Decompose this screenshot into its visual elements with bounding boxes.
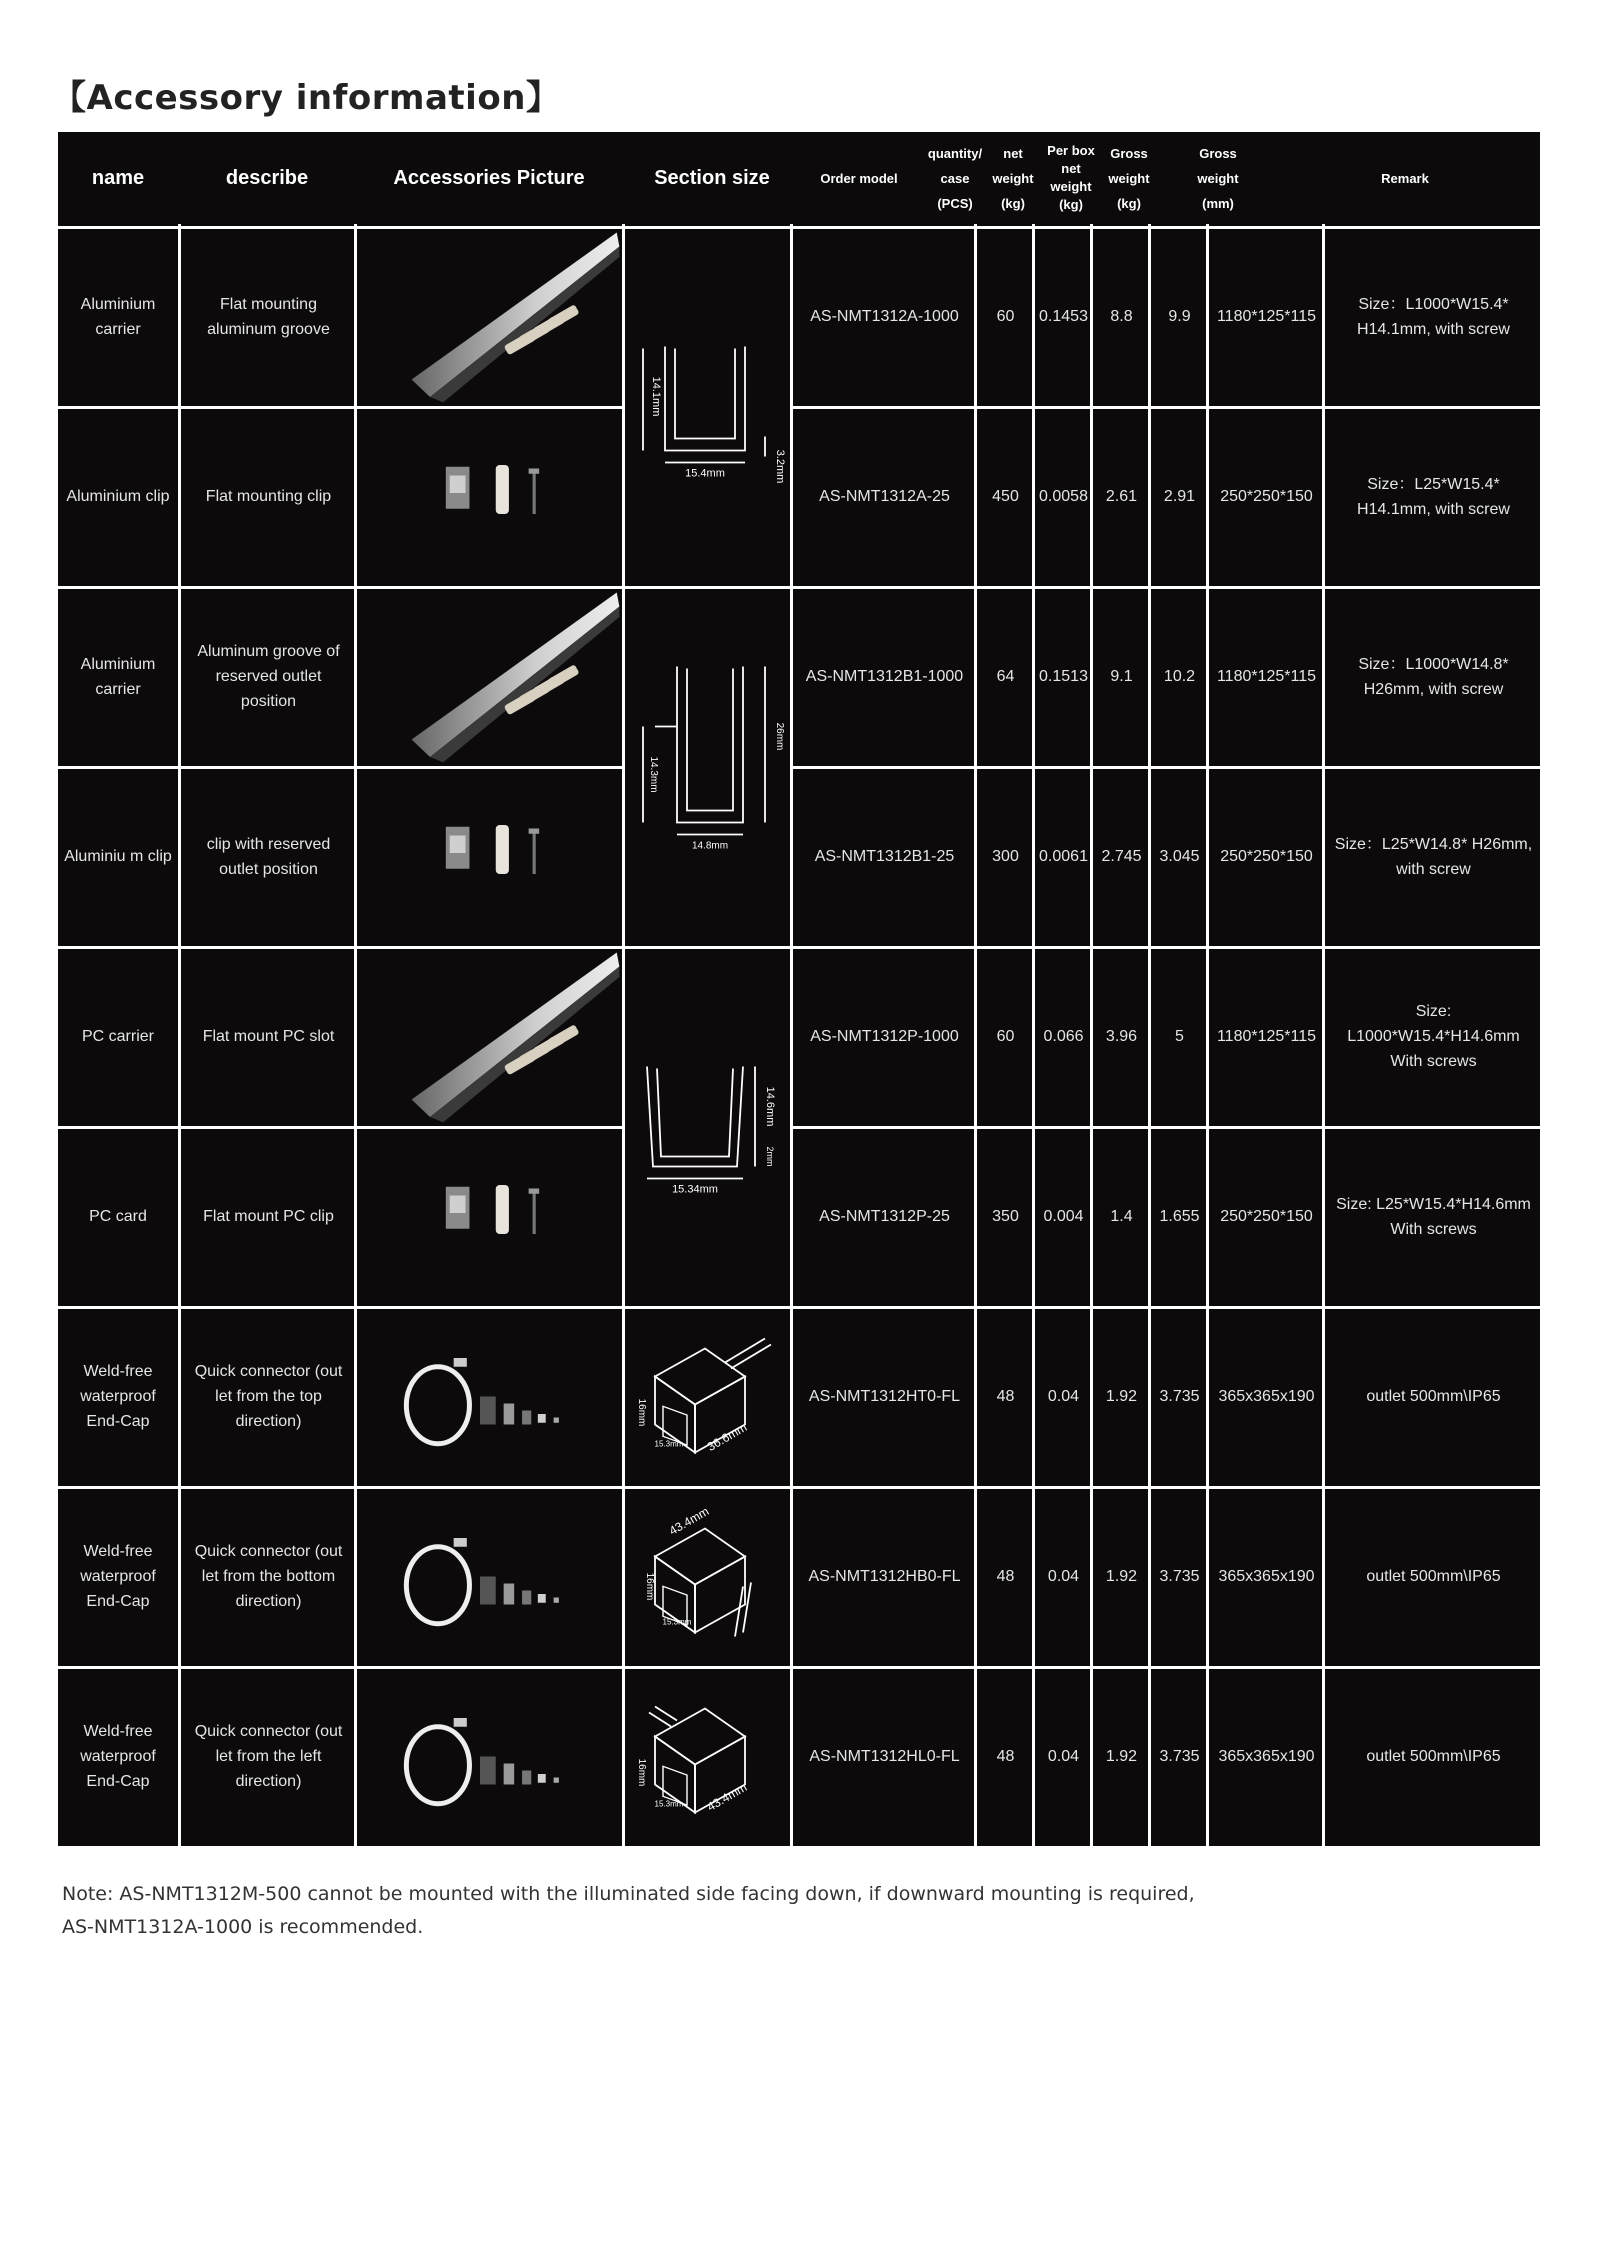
cell-name — [58, 949, 178, 1124]
section-drawing — [625, 949, 790, 1304]
dimension-label: 43.4mm — [666, 1504, 712, 1538]
cell-text: AS-NMT1312B1-1000 — [805, 668, 964, 685]
cell-text: Size：L1000*W14.8* H26mm, with screw — [1358, 655, 1509, 698]
column-divider — [1090, 224, 1093, 1846]
cell-name — [58, 409, 178, 584]
cell-text: 64 — [996, 668, 1015, 685]
cell-order — [795, 409, 974, 584]
cell-text: 1180*125*115 — [1216, 308, 1317, 325]
cell-text: 1180*125*115 — [1216, 668, 1317, 685]
cell-text: 250*250*150 — [1220, 488, 1313, 505]
column-divider — [1032, 224, 1035, 1846]
header-gross-weight: Gross weight (kg) — [1108, 145, 1150, 211]
cell-text: 365x365x190 — [1218, 1568, 1315, 1585]
cell-text: AS-NMT1312P-25 — [819, 1208, 950, 1225]
column-divider — [1322, 224, 1325, 1846]
long-profile-photo — [359, 229, 622, 404]
cell-describe — [183, 589, 354, 764]
cell-order — [795, 1309, 974, 1484]
cell-text: 3.96 — [1105, 1028, 1138, 1045]
cell-text: 0.004 — [1043, 1208, 1084, 1225]
cell-name — [58, 589, 178, 764]
cell-text: AS-NMT1312A-25 — [819, 488, 950, 505]
dimension-label: 14.1mm — [650, 376, 662, 417]
cell-size — [1211, 1129, 1322, 1304]
header-describe: describe — [225, 166, 309, 189]
cell-gross — [1153, 1489, 1206, 1664]
cell-name — [58, 229, 178, 404]
cell-order — [795, 229, 974, 404]
accessory-picture — [359, 1309, 622, 1484]
dimension-label: 15.34mm — [672, 1183, 718, 1196]
cell-text: 300 — [992, 848, 1019, 865]
cell-describe — [183, 1309, 354, 1484]
cell-text: 0.04 — [1047, 1388, 1080, 1405]
cell-text: 8.8 — [1110, 308, 1133, 325]
dimension-label: 16mm — [636, 1398, 647, 1427]
column-divider — [790, 224, 793, 1846]
cell-text: Aluminum groove of reserved outlet position — [197, 643, 340, 710]
cell-name — [58, 1129, 178, 1304]
cell-text: 0.066 — [1043, 1028, 1084, 1045]
cell-gross — [1153, 1129, 1206, 1304]
cell-order — [795, 769, 974, 944]
dimension-label: 15.3mm — [662, 1617, 692, 1627]
cell-name — [58, 1489, 178, 1664]
cell-text: 48 — [996, 1568, 1015, 1585]
column-divider — [974, 224, 977, 1846]
cell-size — [1211, 949, 1322, 1124]
section-drawing — [625, 229, 790, 584]
cell-remark — [1327, 589, 1540, 764]
cell-text: Weld-free waterproof End-Cap — [80, 1723, 156, 1790]
cell-text: 2.745 — [1101, 848, 1142, 865]
dimension-label: 15.3mm — [654, 1439, 684, 1449]
header-qty: quantity/ case (PCS) — [927, 145, 983, 211]
cell-text: 1.655 — [1159, 1208, 1200, 1225]
page-title: 【Accessory information】 — [52, 78, 561, 118]
cell-text: 60 — [996, 308, 1015, 325]
cell-qty — [979, 229, 1032, 404]
cell-text: 5 — [1175, 1028, 1184, 1045]
cell-text: 60 — [996, 1028, 1015, 1045]
section-drawing — [625, 1669, 790, 1844]
header-picture: Accessories Picture — [393, 166, 585, 189]
section-drawing-b — [625, 589, 790, 944]
header-remark: Remark — [1381, 170, 1429, 186]
cell-remark — [1327, 229, 1540, 404]
cell-gross — [1153, 949, 1206, 1124]
cell-describe — [183, 1489, 354, 1664]
cell-size — [1211, 1489, 1322, 1664]
accessory-picture — [359, 1129, 622, 1304]
cell-net — [1037, 409, 1090, 584]
cell-qty — [979, 1309, 1032, 1484]
cell-net — [1037, 1309, 1090, 1484]
cell-text: PC card — [89, 1208, 147, 1225]
cell-perbox — [1095, 769, 1148, 944]
cell-perbox — [1095, 1489, 1148, 1664]
cell-text: 9.1 — [1110, 668, 1133, 685]
header-net: net weight (kg) — [992, 145, 1034, 211]
cell-text: Aluminium carrier — [80, 295, 156, 338]
cell-text: Flat mounting clip — [205, 488, 332, 505]
cell-order — [795, 1669, 974, 1844]
cell-describe — [183, 409, 354, 584]
cell-size — [1211, 409, 1322, 584]
cell-name — [58, 1669, 178, 1844]
cell-text: AS-NMT1312P-1000 — [810, 1028, 959, 1045]
cell-net — [1037, 1129, 1090, 1304]
cell-remark — [1327, 769, 1540, 944]
cell-text: AS-NMT1312B1-25 — [814, 848, 955, 865]
endcap-kit-photo — [359, 1669, 622, 1844]
header-section: Section size — [654, 166, 770, 189]
clip-kit-photo — [359, 769, 622, 944]
dimension-label: 26mm — [774, 722, 785, 751]
header-gross-size: Gross weight (mm) — [1197, 145, 1239, 211]
accessory-picture — [359, 1669, 622, 1844]
cell-text: 2.61 — [1105, 488, 1138, 505]
cell-size — [1211, 1309, 1322, 1484]
footnote — [62, 1878, 1195, 1944]
section-drawing-hb — [625, 1489, 790, 1664]
cell-describe — [183, 1129, 354, 1304]
cell-text: 0.1513 — [1039, 668, 1088, 685]
cell-remark — [1327, 1489, 1540, 1664]
cell-text: 1180*125*115 — [1216, 1028, 1317, 1045]
cell-text: 10.2 — [1163, 668, 1196, 685]
cell-text: Size: L1000*W15.4*H14.6mm With screws — [1347, 1003, 1520, 1070]
section-drawing-ht — [625, 1309, 790, 1484]
cell-text: 9.9 — [1168, 308, 1191, 325]
cell-net — [1037, 1489, 1090, 1664]
endcap-kit-photo — [359, 1489, 622, 1664]
cell-text: 250*250*150 — [1220, 1208, 1313, 1225]
cell-text: AS-NMT1312HL0-FL — [809, 1748, 960, 1765]
cell-text: Quick connector (out let from the bottom direction) — [194, 1543, 343, 1610]
dimension-label: 36.6mm — [704, 1420, 750, 1454]
accessory-picture — [359, 1489, 622, 1664]
header-name: name — [91, 166, 145, 189]
cell-perbox — [1095, 409, 1148, 584]
cell-text: PC carrier — [81, 1028, 154, 1045]
column-divider — [178, 224, 181, 1846]
cell-qty — [979, 769, 1032, 944]
dimension-label: 3.2mm — [774, 449, 786, 484]
accessory-table — [58, 132, 1540, 1846]
cell-gross — [1153, 1309, 1206, 1484]
cell-text: 0.1453 — [1039, 308, 1088, 325]
cell-text: 1.92 — [1105, 1568, 1138, 1585]
cell-text: 3.045 — [1159, 848, 1200, 865]
cell-text: 1.92 — [1105, 1388, 1138, 1405]
cell-gross — [1153, 769, 1206, 944]
long-profile-photo — [359, 949, 622, 1124]
accessory-picture — [359, 589, 622, 764]
section-drawing-a — [625, 229, 790, 584]
dimension-label: 15.3mm — [654, 1799, 684, 1809]
cell-perbox — [1095, 229, 1148, 404]
section-drawing-hl — [625, 1669, 790, 1844]
cell-text: Aluminium clip — [66, 488, 170, 505]
cell-size — [1211, 769, 1322, 944]
cell-text: outlet 500mm\IP65 — [1366, 1568, 1501, 1585]
cell-text: AS-NMT1312HB0-FL — [808, 1568, 961, 1585]
cell-qty — [979, 1669, 1032, 1844]
cell-perbox — [1095, 1669, 1148, 1844]
cell-text: Flat mounting aluminum groove — [207, 295, 330, 338]
cell-text: 1.4 — [1110, 1208, 1133, 1225]
cell-text: Size：L1000*W15.4* H14.1mm, with screw — [1357, 295, 1510, 338]
cell-text: Aluminiu m clip — [64, 848, 172, 865]
cell-gross — [1153, 589, 1206, 764]
dimension-label: 2mm — [765, 1146, 775, 1167]
column-divider — [1148, 224, 1151, 1846]
cell-net — [1037, 769, 1090, 944]
cell-text: 0.0061 — [1039, 848, 1088, 865]
cell-text: Weld-free waterproof End-Cap — [80, 1363, 156, 1430]
cell-text: AS-NMT1312A-1000 — [810, 308, 959, 325]
accessory-picture — [359, 769, 622, 944]
dimension-label: 14.8mm — [691, 840, 729, 852]
cell-text: outlet 500mm\IP65 — [1366, 1388, 1501, 1405]
cell-order — [795, 1129, 974, 1304]
cell-remark — [1327, 949, 1540, 1124]
cell-text: Size: L25*W15.4*H14.6mm With screws — [1336, 1195, 1531, 1238]
cell-size — [1211, 1669, 1322, 1844]
section-drawing — [625, 1309, 790, 1484]
clip-kit-photo — [359, 409, 622, 584]
cell-text: 0.04 — [1047, 1748, 1080, 1765]
cell-net — [1037, 949, 1090, 1124]
dimension-label: 43.4mm — [704, 1780, 750, 1814]
cell-order — [795, 589, 974, 764]
cell-text: AS-NMT1312HT0-FL — [808, 1388, 961, 1405]
cell-text: 450 — [992, 488, 1019, 505]
cell-remark — [1327, 409, 1540, 584]
cell-text: 250*250*150 — [1220, 848, 1313, 865]
cell-remark — [1327, 1669, 1540, 1844]
cell-gross — [1153, 409, 1206, 584]
cell-text: 350 — [992, 1208, 1019, 1225]
cell-text: 0.0058 — [1039, 488, 1088, 505]
cell-qty — [979, 1489, 1032, 1664]
cell-size — [1211, 229, 1322, 404]
footnote-line-2: AS-NMT1312A-1000 is recommended. — [62, 1916, 424, 1938]
footnote-line-1: Note: AS-NMT1312M-500 cannot be mounted with the illuminated side facing down, if downward mounting is required, — [62, 1883, 1195, 1905]
column-divider — [1206, 224, 1209, 1846]
cell-perbox — [1095, 1309, 1148, 1484]
header-order: Order model — [820, 170, 898, 186]
endcap-kit-photo — [359, 1309, 622, 1484]
accessory-picture — [359, 229, 622, 404]
cell-describe — [183, 769, 354, 944]
cell-text: Aluminium carrier — [80, 655, 156, 698]
cell-net — [1037, 1669, 1090, 1844]
cell-qty — [979, 409, 1032, 584]
cell-text: Flat mount PC clip — [203, 1208, 334, 1225]
cell-text: Size：L25*W15.4* H14.1mm, with screw — [1357, 475, 1510, 518]
cell-size — [1211, 589, 1322, 764]
cell-text: 48 — [996, 1748, 1015, 1765]
cell-text: clip with reserved outlet position — [206, 835, 331, 878]
cell-text: 3.735 — [1159, 1748, 1200, 1765]
cell-text: 3.735 — [1159, 1388, 1200, 1405]
dimension-label: 16mm — [636, 1758, 647, 1787]
cell-describe — [183, 1669, 354, 1844]
cell-text: 2.91 — [1163, 488, 1196, 505]
accessory-picture — [359, 949, 622, 1124]
cell-order — [795, 949, 974, 1124]
cell-describe — [183, 229, 354, 404]
cell-text: 365x365x190 — [1218, 1748, 1315, 1765]
dimension-label: 14.6mm — [764, 1086, 776, 1127]
cell-qty — [979, 949, 1032, 1124]
cell-qty — [979, 1129, 1032, 1304]
cell-text: Quick connector (out let from the left direction) — [194, 1723, 343, 1790]
cell-name — [58, 769, 178, 944]
clip-kit-photo — [359, 1129, 622, 1304]
cell-text: Flat mount PC slot — [202, 1028, 335, 1045]
column-divider — [354, 224, 357, 1846]
cell-order — [795, 1489, 974, 1664]
cell-name — [58, 1309, 178, 1484]
cell-perbox — [1095, 949, 1148, 1124]
cell-net — [1037, 229, 1090, 404]
cell-text: 1.92 — [1105, 1748, 1138, 1765]
section-drawing-p — [625, 949, 790, 1304]
section-drawing — [625, 1489, 790, 1664]
cell-text: Size：L25*W14.8* H26mm, with screw — [1334, 835, 1533, 878]
cell-text: 0.04 — [1047, 1568, 1080, 1585]
cell-net — [1037, 589, 1090, 764]
cell-gross — [1153, 1669, 1206, 1844]
cell-perbox — [1095, 589, 1148, 764]
cell-qty — [979, 589, 1032, 764]
dimension-label: 15.4mm — [685, 467, 725, 480]
cell-perbox — [1095, 1129, 1148, 1304]
accessory-picture — [359, 409, 622, 584]
cell-text: outlet 500mm\IP65 — [1366, 1748, 1501, 1765]
cell-gross — [1153, 229, 1206, 404]
cell-text: Quick connector (out let from the top direction) — [194, 1363, 343, 1430]
cell-text: 3.735 — [1159, 1568, 1200, 1585]
cell-describe — [183, 949, 354, 1124]
table-header — [58, 132, 1540, 224]
cell-remark — [1327, 1129, 1540, 1304]
long-profile-photo — [359, 589, 622, 764]
dimension-label: 16mm — [644, 1572, 655, 1601]
cell-text: Weld-free waterproof End-Cap — [80, 1543, 156, 1610]
cell-text: 48 — [996, 1388, 1015, 1405]
section-drawing — [625, 589, 790, 944]
cell-remark — [1327, 1309, 1540, 1484]
cell-text: 365x365x190 — [1218, 1388, 1315, 1405]
header-perbox: Per box net weight (kg) — [1047, 143, 1095, 212]
dimension-label: 14.3mm — [648, 756, 659, 793]
